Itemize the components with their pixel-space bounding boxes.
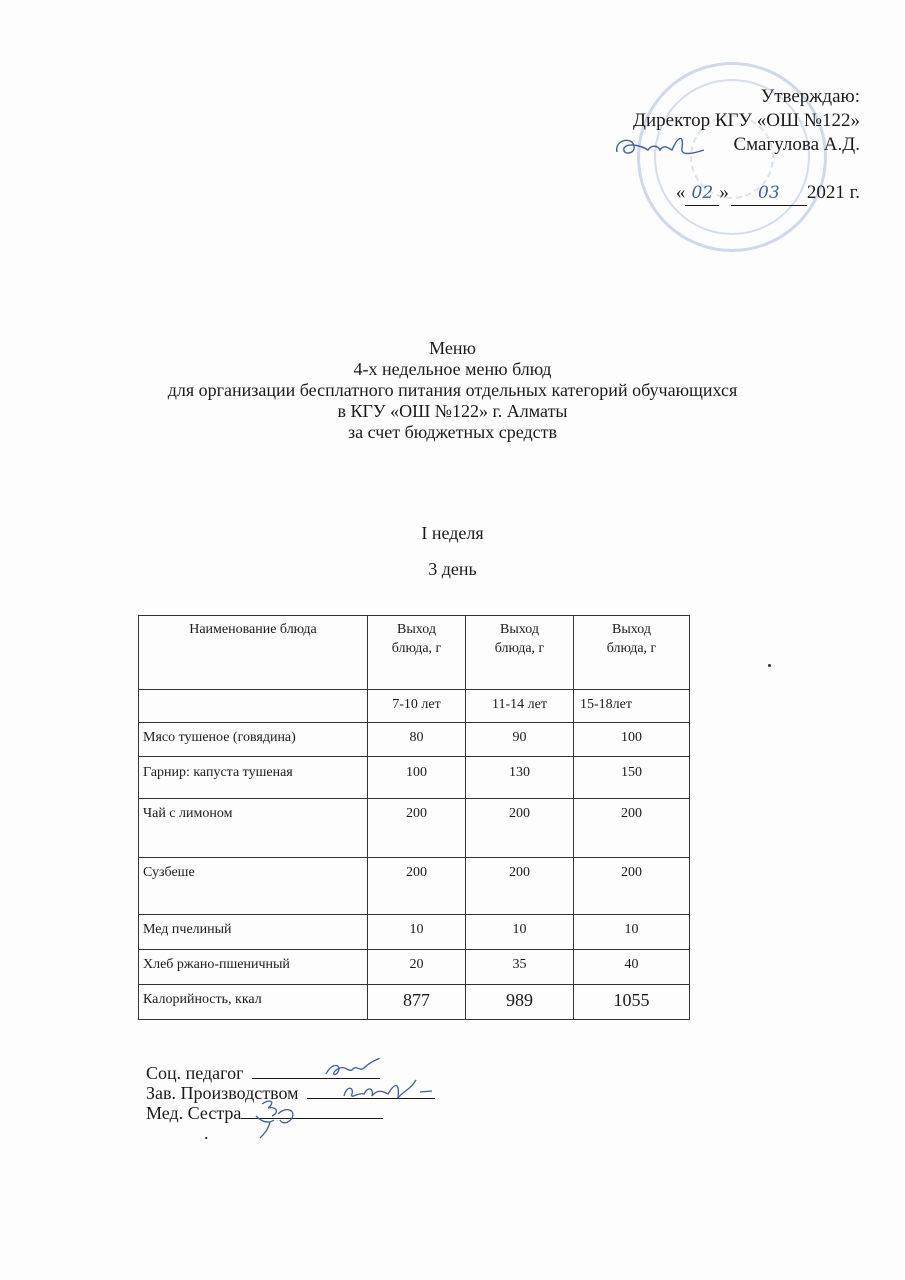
table-row [139, 723, 690, 757]
social-pedagogue-signature-icon [322, 1058, 382, 1080]
date-year: 2021 г. [806, 182, 860, 203]
approve-label: Утверждаю: [760, 86, 860, 107]
table-row [139, 950, 690, 985]
yield-15-18: 200 [574, 858, 690, 915]
header-yield-2-line1: Выход [500, 622, 539, 637]
age-group-row [139, 690, 690, 723]
title-line-5: за счет бюджетных средств [347, 422, 558, 442]
yield-15-18: 40 [574, 950, 690, 985]
header-yield-3 [574, 616, 690, 690]
title-line-1: Меню [429, 338, 476, 358]
social-pedagogue-label: Соц. педагог [146, 1063, 244, 1083]
age-group-2: 11-14 лет [466, 690, 574, 723]
production-head-signature-icon [338, 1078, 438, 1108]
dish-name: Чай с лимоном [139, 799, 368, 858]
header-yield-3-line2: блюда, г [606, 641, 657, 656]
calories-label: Калорийность, ккал [139, 985, 368, 1020]
yield-15-18: 100 [574, 723, 690, 757]
yield-15-18: 150 [574, 757, 690, 799]
header-yield-1-line2: блюда, г [391, 641, 442, 656]
table-header-row [139, 616, 690, 690]
title-line-3: для организации бесплатного питания отдельных категорий обучающихся [167, 380, 738, 400]
table-row [139, 915, 690, 950]
yield-7-10: 200 [368, 799, 466, 858]
approval-block [633, 85, 860, 206]
date-day-handwritten: 02 [691, 183, 714, 203]
age-group-1: 7-10 лет [368, 690, 466, 723]
title-line-4: в КГУ «ОШ №122» г. Алматы [337, 401, 568, 421]
director-position: Директор КГУ «ОШ №122» [633, 110, 860, 131]
yield-11-14: 200 [466, 799, 574, 858]
header-dish-name: Наименование блюда [139, 616, 368, 690]
day-label: 3 день [428, 559, 477, 579]
menu-table [138, 615, 690, 1020]
yield-11-14: 35 [466, 950, 574, 985]
calories-15-18: 1055 [574, 985, 690, 1020]
dish-name: Хлеб ржано-пшеничный [139, 950, 368, 985]
yield-7-10: 200 [368, 858, 466, 915]
date-day-field [685, 181, 719, 206]
date-open-quote: « [675, 182, 686, 203]
calories-7-10: 877 [368, 985, 466, 1020]
scan-speck [768, 664, 771, 667]
date-close-quote: » [719, 182, 729, 203]
document-title [0, 338, 905, 443]
nurse-signature-icon [252, 1094, 302, 1140]
trailing-dot: . [204, 1123, 209, 1143]
age-group-3: 15-18лет [574, 690, 690, 723]
director-name: Смагулова А.Д. [733, 134, 860, 155]
yield-11-14: 90 [466, 723, 574, 757]
header-yield-2-line2: блюда, г [494, 641, 545, 656]
dish-name: Мед пчелиный [139, 915, 368, 950]
yield-7-10: 100 [368, 757, 466, 799]
date-month-handwritten: 03 [758, 183, 780, 203]
approval-date [633, 181, 860, 206]
yield-7-10: 80 [368, 723, 466, 757]
table-row [139, 858, 690, 915]
dish-name: Сузбеше [139, 858, 368, 915]
header-yield-1 [368, 616, 466, 690]
dish-name: Гарнир: капуста тушеная [139, 757, 368, 799]
production-head-label: Зав. Производством [146, 1083, 299, 1103]
title-line-2: 4-х недельное меню блюд [353, 359, 552, 379]
yield-15-18: 200 [574, 799, 690, 858]
calories-11-14: 989 [466, 985, 574, 1020]
table-row [139, 757, 690, 799]
week-label: I неделя [421, 523, 484, 543]
date-month-field [731, 181, 807, 206]
age-group-empty-cell [139, 690, 368, 723]
yield-11-14: 10 [466, 915, 574, 950]
yield-7-10: 10 [368, 915, 466, 950]
yield-7-10: 20 [368, 950, 466, 985]
nurse-label: Мед. Сестра [146, 1103, 242, 1123]
table-row [139, 799, 690, 858]
yield-11-14: 200 [466, 858, 574, 915]
header-yield-1-line1: Выход [397, 622, 436, 637]
header-yield-3-line1: Выход [612, 622, 651, 637]
calories-row [139, 985, 690, 1020]
dish-name: Мясо тушеное (говядина) [139, 723, 368, 757]
header-yield-2 [466, 616, 574, 690]
yield-11-14: 130 [466, 757, 574, 799]
yield-15-18: 10 [574, 915, 690, 950]
